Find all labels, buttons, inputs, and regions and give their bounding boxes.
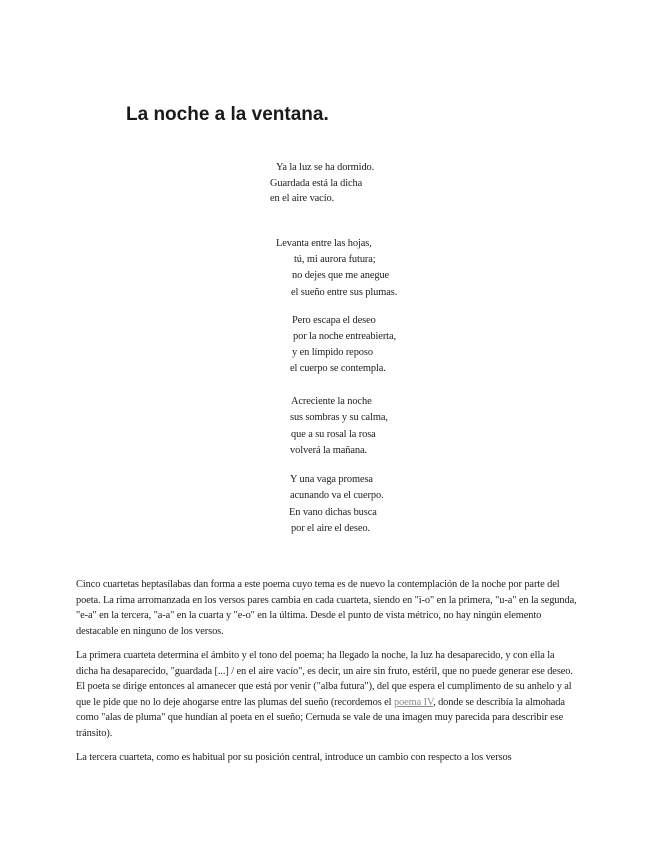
poem-verse: y en límpido reposo (292, 347, 373, 358)
commentary-paragraph-3: La tercera cuarteta, como es habitual por su posición central, introduce un cambio con respecto a los versos (76, 752, 512, 763)
poem-verse: En vano dichas busca (289, 507, 377, 518)
poem-verse: Acreciente la noche (291, 396, 372, 407)
poem-verse: que a su rosal la rosa (291, 429, 376, 440)
poem-verse: por el aire el deseo. (291, 523, 370, 534)
poem-verse: Ya la luz se ha dormido. (276, 162, 375, 173)
poem-verse: en el aire vacío. (270, 193, 335, 204)
poem-verse: Y una vaga promesa (290, 474, 373, 485)
commentary-text: , donde se describía la almohada como "alas de pluma" que hundían al poeta en el sueño; Cernuda se vale de una imagen muy parecida para describir ese tránsito). (76, 696, 565, 739)
poem-verse: tú, mi aurora futura; (294, 254, 376, 265)
poem-verse: Guardada está la dicha (270, 178, 363, 189)
poem-verse: Pero escapa el deseo (292, 315, 376, 326)
poem-verse: no dejes que me anegue (292, 270, 390, 281)
poem-verse: Levanta entre las hojas, (276, 238, 372, 249)
commentary-text: La primera cuarteta determina el ámbito y el tono del poema; ha llegado la noche, la luz ha desaparecido, y con ella la dicha ha desaparecido, "guardada [...] / en el aire vacío", es decir, un aire sin fruto, estéril, que no puede generar ese deseo. El poeta se dirige entonces al amanecer que está por venir ("alba futura"), del que espera el cumplimento de su anhelo y al que le pide que no lo deje ahogarse entre las plumas del sueño (recordemos el (76, 650, 573, 708)
poem-verse: el sueño entre sus plumas. (291, 287, 398, 298)
commentary-paragraph-1: Cinco cuartetas heptasílabas dan forma a este poema cuyo tema es de nuevo la contemplación de la noche por parte del poeta. La rima arromanzada en los versos pares cambia en cada cuarteta, siendo en "i-o" en la primera, "u-a" en la segunda, "e-a" en la tercera, "a-a" en la cuarta y "e-o" en la última. Desde el punto de vista métrico, no hay ningún elemento destacable en ninguno de los versos. (76, 579, 577, 637)
poem-verse: el cuerpo se contempla. (290, 363, 386, 374)
poem-verse: sus sombras y su calma, (290, 412, 388, 423)
commentary-paragraph-2 (76, 648, 579, 742)
poem-title: La noche a la ventana. (126, 104, 329, 125)
poema-iv-link[interactable]: poema IV (393, 696, 434, 708)
poem-verse: acunando va el cuerpo. (290, 490, 384, 501)
poem-verse: volverá la mañana. (290, 445, 367, 456)
poem-verse: por la noche entreabierta, (293, 331, 396, 342)
